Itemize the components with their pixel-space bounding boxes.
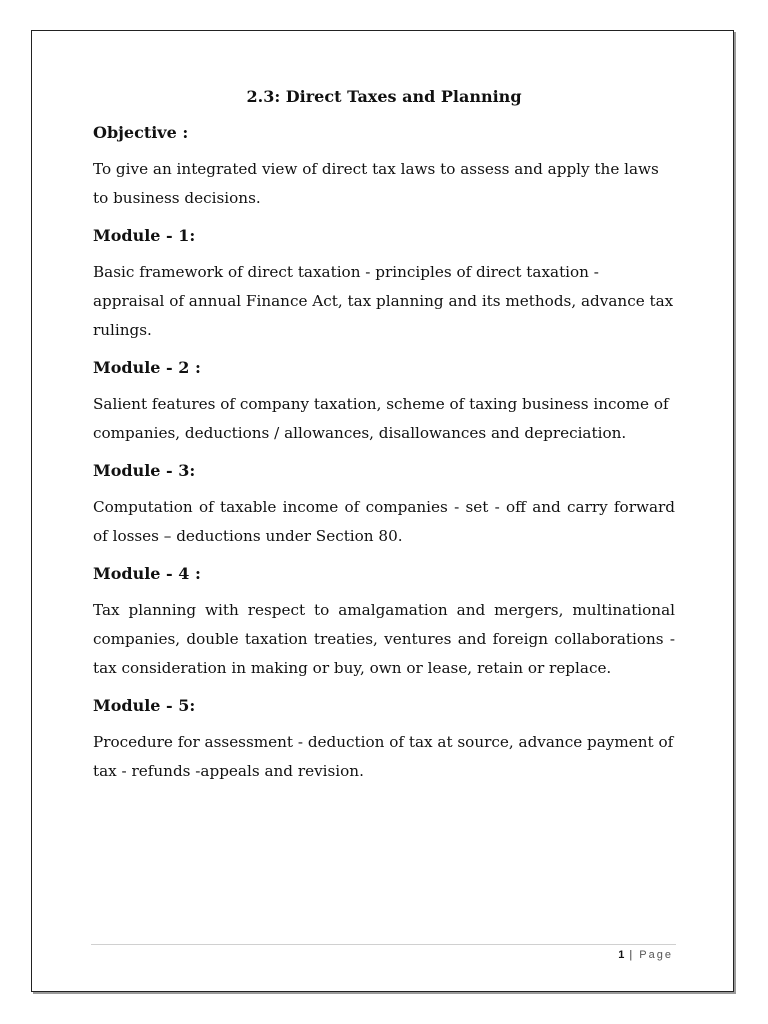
module-3-text: Computation of taxable income of companies - set - off and carry forward of losses – deductions under Section 80. [93, 498, 675, 545]
module-5-heading: Module - 5: [93, 696, 196, 715]
module-5-text: Procedure for assessment - deduction of tax at source, advance payment of tax - refunds -appeals and revision. [93, 733, 674, 780]
page-footer [618, 949, 673, 961]
document-body [93, 84, 675, 796]
objective-heading: Objective : [93, 123, 189, 142]
module-4-text: Tax planning with respect to amalgamation and mergers, multinational companies, double taxation treaties, ventures and foreign collaborations - tax consideration in making or buy, own or lease, retain or replace. [93, 601, 675, 677]
page-label: Page [639, 949, 673, 961]
module-1-text: Basic framework of direct taxation - principles of direct taxation - appraisal of annual Finance Act, tax planning and its methods, advance tax rulings. [93, 263, 674, 339]
module-1-heading: Module - 1: [93, 226, 196, 245]
page-number: 1 [618, 949, 625, 961]
footer-divider [91, 944, 676, 945]
footer-separator: | [629, 949, 635, 961]
objective-text: To give an integrated view of direct tax laws to assess and apply the laws to business decisions. [93, 160, 659, 207]
module-3-heading: Module - 3: [93, 461, 196, 480]
module-2-text: Salient features of company taxation, scheme of taxing business income of companies, deductions / allowances, disallowances and depreciation. [93, 395, 669, 442]
module-4-heading: Module - 4 : [93, 564, 201, 583]
module-2-heading: Module - 2 : [93, 358, 201, 377]
page-title: 2.3: Direct Taxes and Planning [246, 87, 522, 106]
